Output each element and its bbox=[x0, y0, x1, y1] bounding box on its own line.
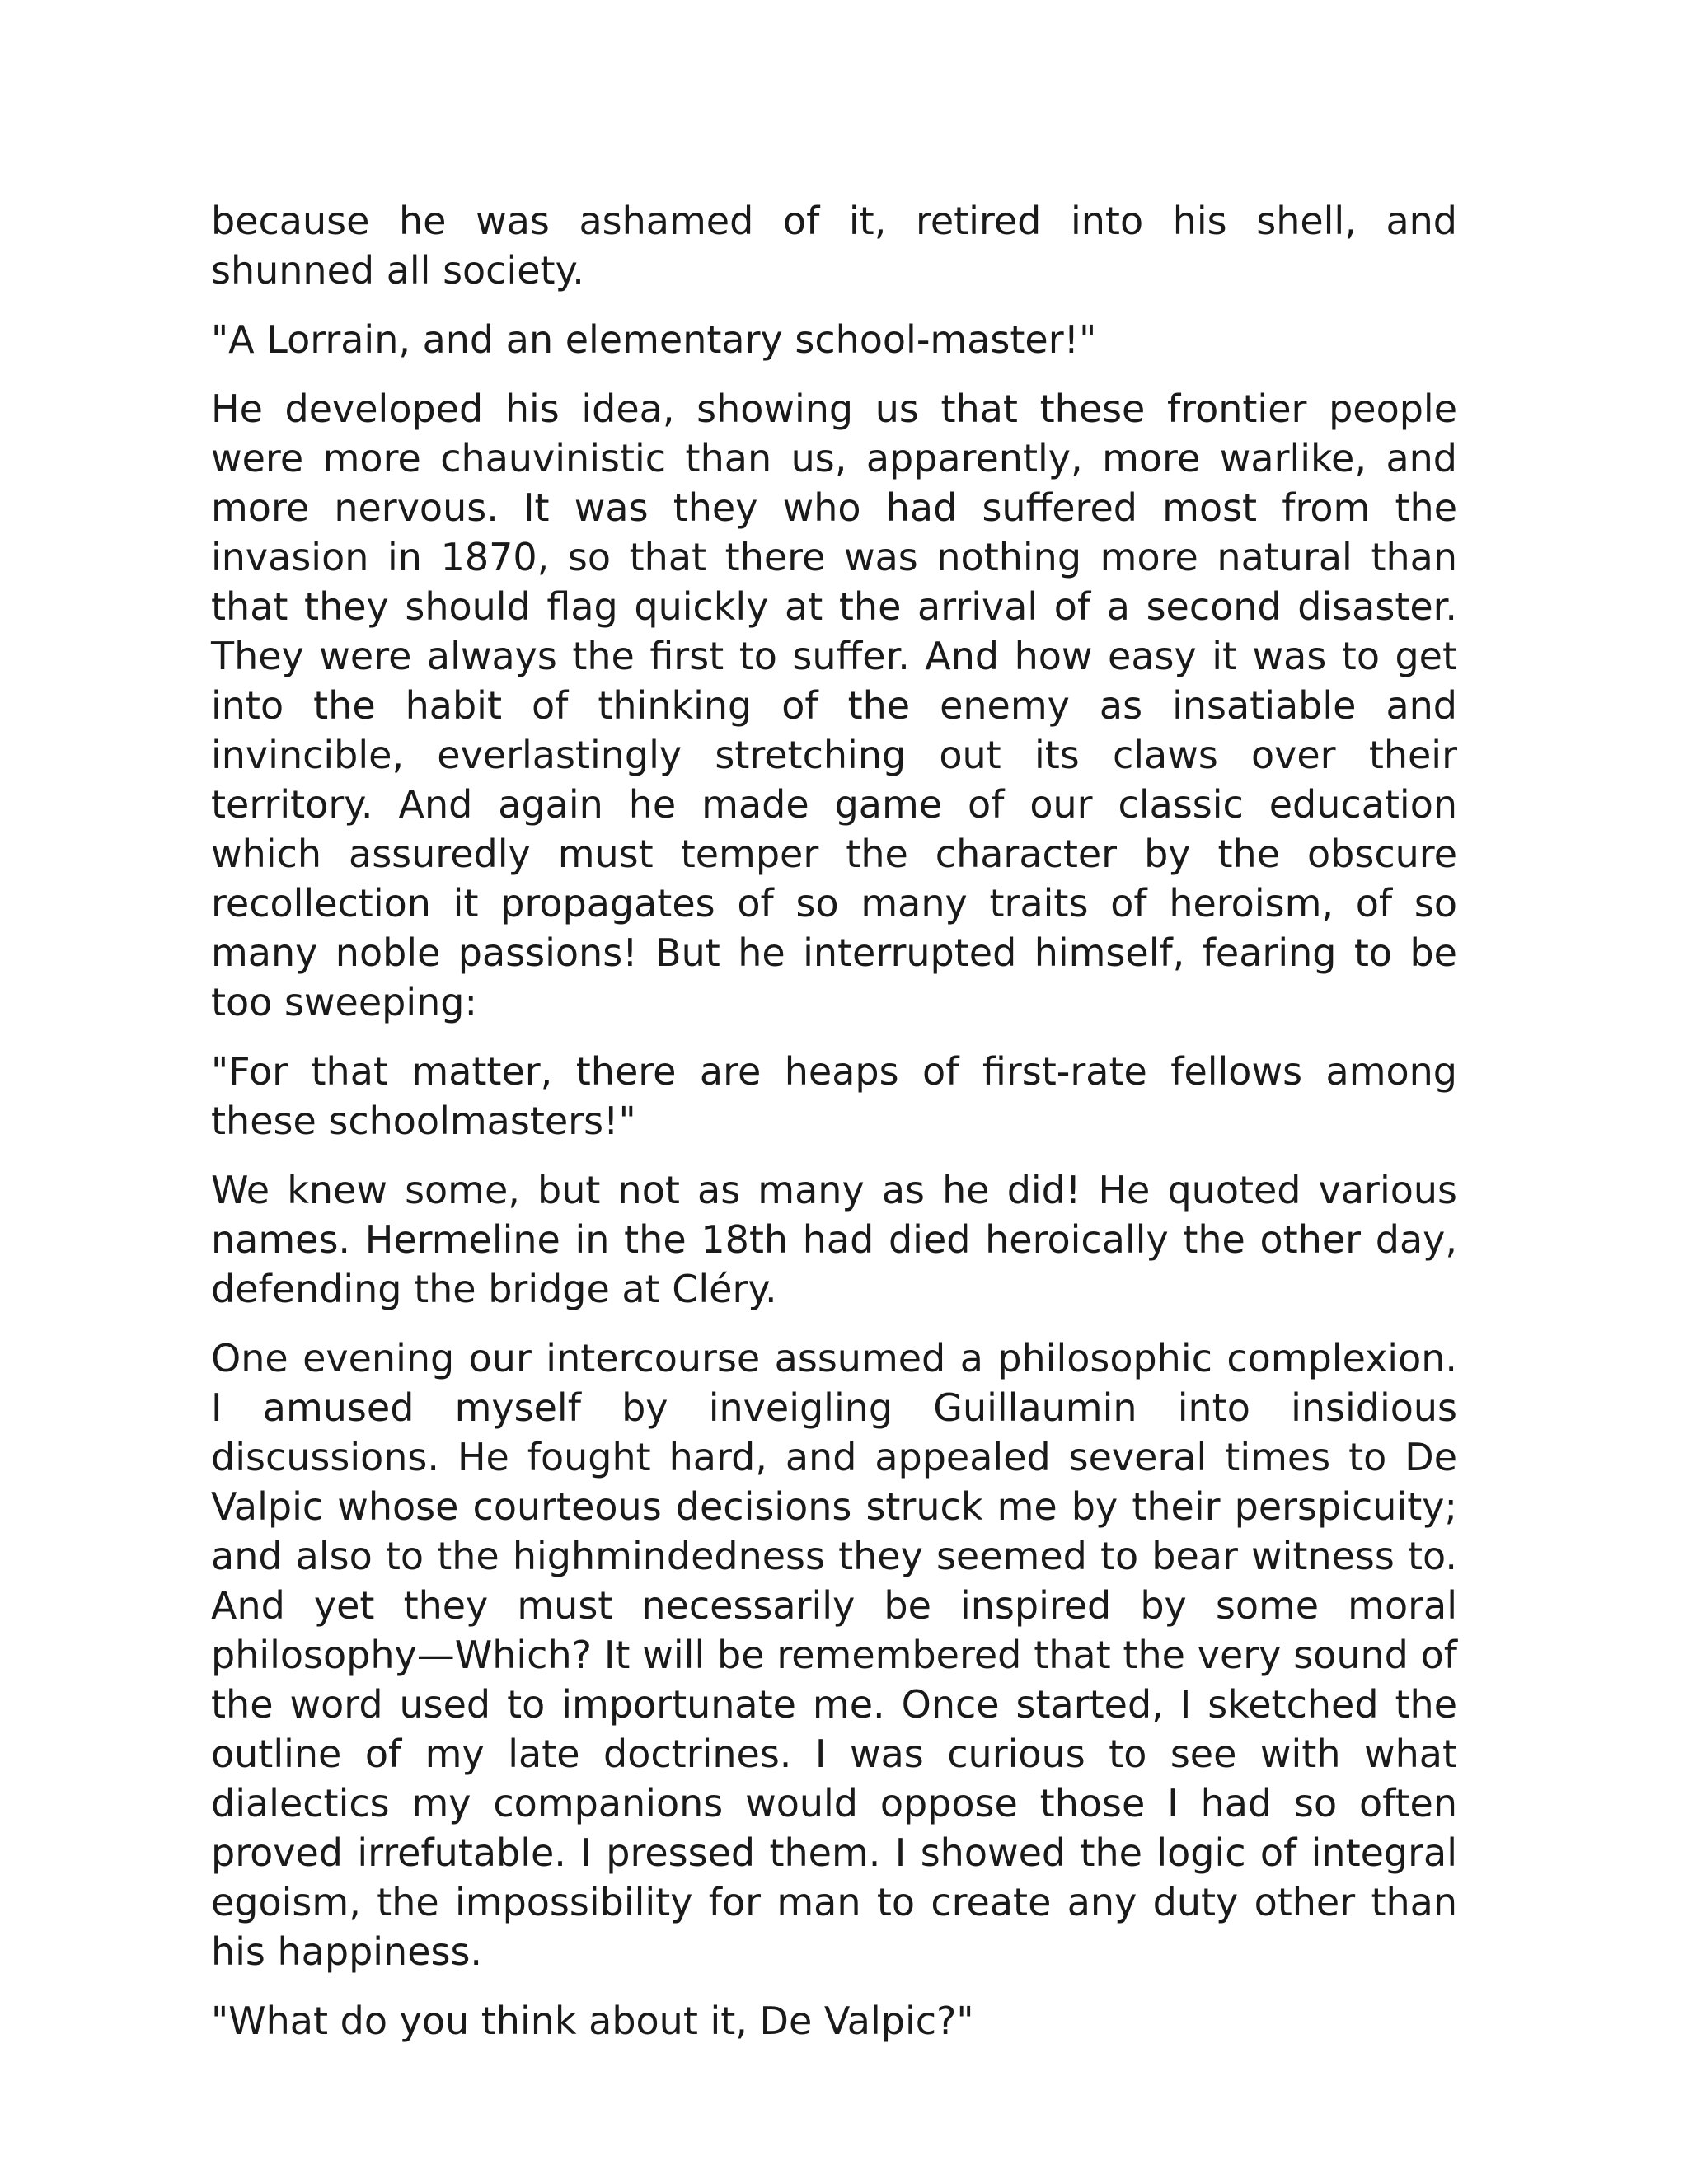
paragraph-1: because he was ashamed of it, retired into his shell, and shunned all society. bbox=[211, 199, 1457, 293]
paragraph-2: "A Lorrain, and an elementary school-master!" bbox=[211, 317, 1097, 362]
paragraph-4: "For that matter, there are heaps of first-rate fellows among these schoolmasters!" bbox=[211, 1049, 1457, 1143]
paragraph-5: We knew some, but not as many as he did! He quoted various names. Hermeline in the 18th had died heroically the other day, defending the bridge at Cléry. bbox=[211, 1168, 1457, 1311]
paragraph-7: "What do you think about it, De Valpic?" bbox=[211, 1999, 974, 2043]
paragraph-3: He developed his idea, showing us that these frontier people were more chauvinistic than us, apparently, more warlike, and more nervous. It was they who had suffered most from the invasion in 1870, so that there was nothing more natural than that they should flag quickly at the arrival of a second disaster. They were always the first to suffer. And how easy it was to get into the habit of thinking of the enemy as insatiable and invincible, everlastingly stretching out its claws over their territory. And again he made game of our classic education which assuredly must temper the character by the obscure recollection it propagates of so many traits of heroism, of so many noble passions! But he interrupted himself, fearing to be too sweeping: bbox=[211, 387, 1457, 1024]
document-page bbox=[211, 196, 1457, 2065]
paragraph-6: One evening our intercourse assumed a philosophic complexion. I amused myself by inveigling Guillaumin into insidious discussions. He fought hard, and appealed several times to De Valpic whose courteous decisions struck me by their perspicuity; and also to the highmindedness they seemed to bear witness to. And yet they must necessarily be inspired by some moral philosophy—Which? It will be remembered that the very sound of the word used to importunate me. Once started, I sketched the outline of my late doctrines. I was curious to see with what dialectics my companions would oppose those I had so often proved irrefutable. I pressed them. I showed the logic of integral egoism, the impossibility for man to create any duty other than his happiness. bbox=[211, 1336, 1457, 1974]
